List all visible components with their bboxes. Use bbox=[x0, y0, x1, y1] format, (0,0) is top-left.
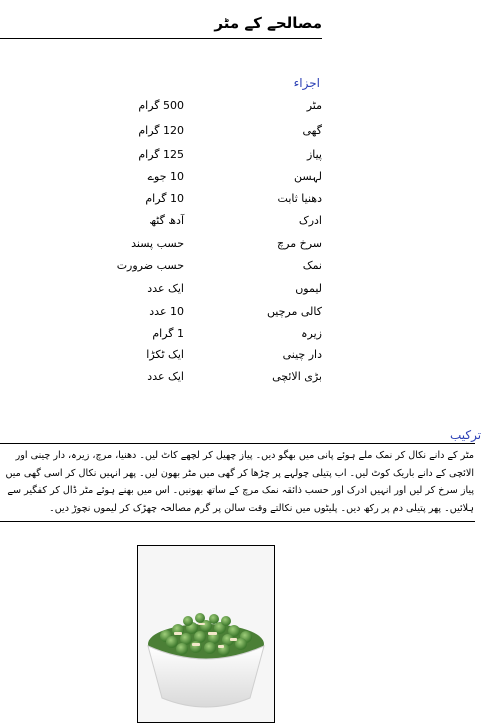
ingredient-quantity: ایک عدد bbox=[147, 282, 184, 295]
ingredient-name: بڑی الائچی bbox=[272, 370, 322, 383]
ingredient-quantity: 120 گرام bbox=[138, 124, 184, 137]
ingredient-quantity: حسب پسند bbox=[131, 237, 184, 250]
title-divider bbox=[0, 38, 322, 39]
ingredient-quantity: ایک عدد bbox=[147, 370, 184, 383]
ingredient-name: سرخ مرچ bbox=[277, 237, 322, 250]
ingredient-row bbox=[92, 259, 322, 281]
ingredient-name: گھی bbox=[302, 124, 322, 137]
ingredient-name: پیاز bbox=[306, 148, 322, 161]
ingredient-row bbox=[92, 237, 322, 259]
ingredient-quantity: 1 گرام bbox=[152, 327, 184, 340]
method-divider-top bbox=[0, 443, 475, 444]
ingredient-name: لیموں bbox=[295, 282, 322, 295]
ingredient-row bbox=[92, 148, 322, 170]
ingredient-name: مٹر bbox=[306, 99, 322, 112]
ingredient-name: کالی مرچیں bbox=[266, 305, 322, 318]
ingredient-row bbox=[92, 124, 322, 146]
recipe-title: مصالحے کے مٹر bbox=[214, 14, 322, 32]
ingredient-quantity: 10 عدد bbox=[149, 305, 184, 318]
ingredient-row bbox=[92, 214, 322, 236]
ingredient-name: نمک bbox=[302, 259, 322, 272]
ingredient-name: لہسن bbox=[294, 170, 322, 183]
ingredient-name: زیرہ bbox=[301, 327, 322, 340]
ingredient-name: ادرک bbox=[298, 214, 322, 227]
ingredient-row bbox=[92, 327, 322, 349]
ingredient-quantity: 125 گرام bbox=[138, 148, 184, 161]
ingredient-row bbox=[92, 192, 322, 214]
ingredient-quantity: حسب ضرورت bbox=[116, 259, 184, 272]
peas-bowl-illustration bbox=[138, 546, 274, 722]
method-text: مٹر کے دانے نکال کر نمک ملے ہوئے پانی میں بھگو دیں۔ پیاز چھیل کر لچھے کاٹ لیں۔ دھنیا، مرچ، زیرہ، دار چینی اور الائچی کے دانے باریک کوٹ لیں۔ اب پتیلی چولہے پر چڑھا کر گھی میں مٹر بھون لیں۔ پھر انہیں نکال کر اسی گھی میں پیاز سرخ کر لیں اور انہیں ادرک اور حسب ذائقہ نمک مرچ کے ساتھ بھونیں۔ اس میں بھنے ہوئے مٹر ڈال کر کفگیر سے ہلائیں۔ پھر پتیلی دم پر رکھ دیں۔ پلیٹوں میں نکالتے وقت سالن پر گرم مصالحہ چھڑک کر لیموں نچوڑ دیں۔ bbox=[5, 450, 474, 514]
ingredient-quantity: 10 گرام bbox=[145, 192, 184, 205]
ingredient-row bbox=[92, 370, 322, 392]
ingredients-heading: اجزاء bbox=[293, 76, 320, 90]
ingredient-name: دار چینی bbox=[282, 348, 322, 361]
ingredient-quantity: 500 گرام bbox=[138, 99, 184, 112]
ingredient-name: دھنیا ثابت bbox=[277, 192, 322, 205]
method-divider-bottom bbox=[0, 521, 475, 522]
ingredient-row bbox=[92, 170, 322, 192]
ingredient-row bbox=[92, 99, 322, 121]
ingredient-quantity: 10 جوے bbox=[147, 170, 184, 183]
ingredient-quantity: آدھ گٹھ bbox=[149, 214, 184, 227]
bowl-of-peas-image bbox=[137, 545, 275, 723]
ingredient-row bbox=[92, 348, 322, 370]
ingredient-row bbox=[92, 305, 322, 327]
method-heading: ترکیب bbox=[450, 428, 482, 442]
ingredient-row bbox=[92, 282, 322, 304]
ingredient-quantity: ایک ٹکڑا bbox=[146, 348, 184, 361]
